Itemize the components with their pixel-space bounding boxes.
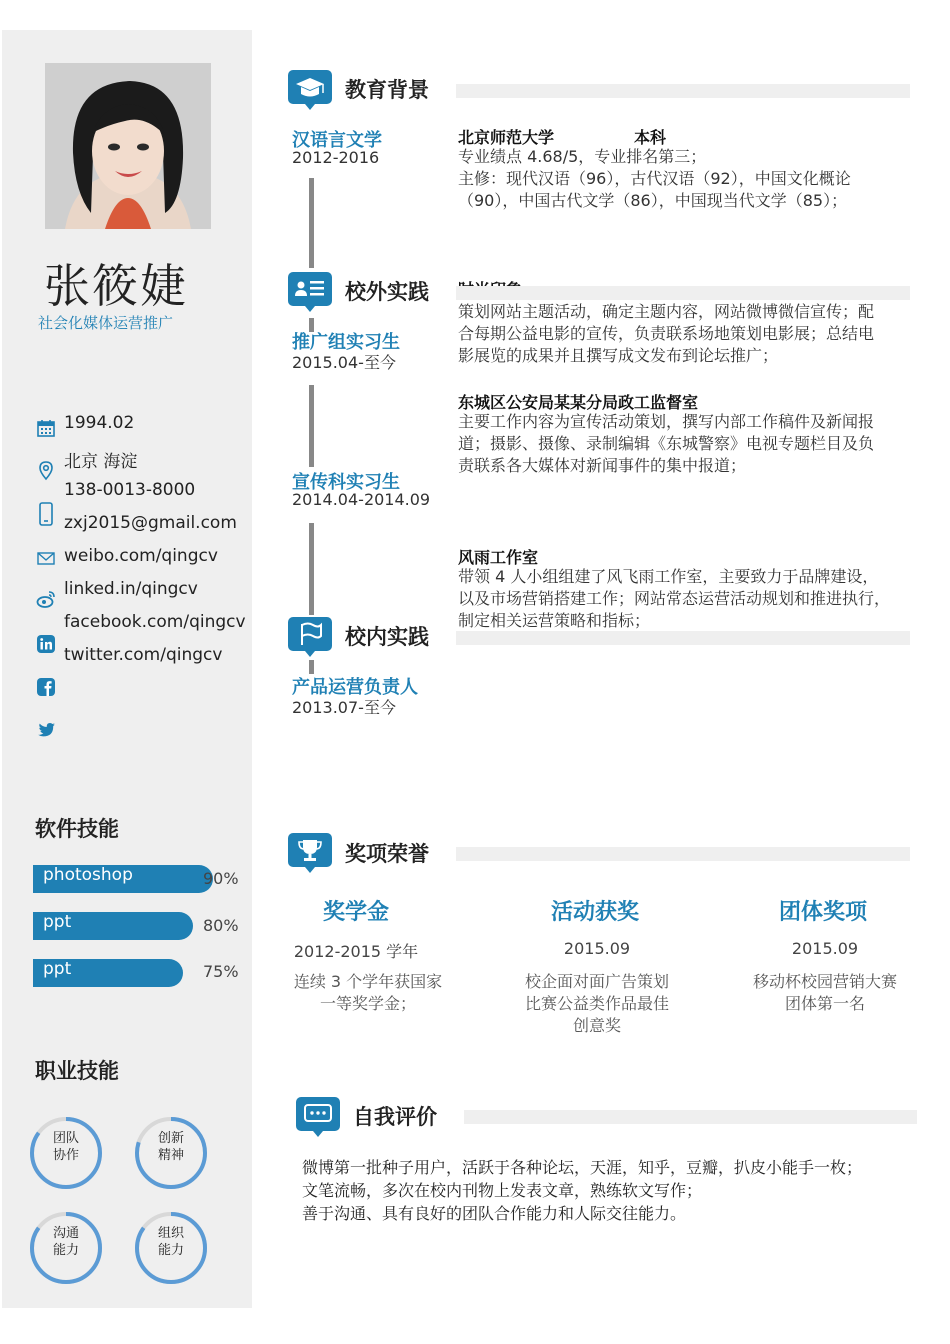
twitter-icon xyxy=(36,720,56,740)
campus-org: 风雨工作室 xyxy=(458,548,539,567)
education-desc: 专业绩点 4.68/5，专业排名第三； 主修：现代汉语（96），古代汉语（92），中国文化概论 （90），中国古代文学（86），中国现当代文学（85）； xyxy=(458,147,851,210)
section-title-campus: 校内实践 xyxy=(345,625,429,649)
section-bar xyxy=(456,84,910,98)
education-school: 北京师范大学 xyxy=(458,128,555,147)
campus-date: 2013.07-至今 xyxy=(292,698,396,717)
skill-label: photoshop xyxy=(43,865,133,885)
outside-desc-2: 主要工作内容为宣传活动策划，撰写内部工作稿件及新闻报 道；摄影、摄像、录制编辑《东城警察》电视专题栏目及负 责联系各大媒体对新闻事件的集中报道； xyxy=(458,412,875,475)
professional-skills-title: 职业技能 xyxy=(35,1059,119,1083)
education-degree: 本科 xyxy=(634,128,667,147)
outside-job-1: 推广组实习生 xyxy=(292,332,400,353)
award-title-activity: 活动获奖 xyxy=(550,900,639,925)
award-desc: 连续 3 个学年获国家 一等奖学金； xyxy=(293,972,443,1013)
award-desc: 移动杯校园营销大赛 团体第一名 xyxy=(752,972,897,1013)
location-icon xyxy=(36,460,56,480)
skill-ring-label: 创新 精神 xyxy=(157,1131,184,1163)
skill-percent: 80% xyxy=(203,916,239,935)
skill-ring-label: 团队 协作 xyxy=(52,1131,79,1163)
self-evaluation-text: 微博第一批种子用户，活跃于各种论坛，天涯，知乎，豆瓣，扒皮小能手一枚； 文笔流畅，多次在校内刊物上发表文章，熟练软文写作； 善于沟通、具有良好的团队合作能力和人际交往能力。 xyxy=(302,1158,863,1223)
section-bar xyxy=(456,847,910,861)
award-title-scholarship: 奖学金 xyxy=(322,900,389,925)
section-title-awards: 奖项荣誉 xyxy=(345,842,429,866)
contact-email[interactable]: zxj2015@gmail.com xyxy=(64,513,237,533)
contact-twitter[interactable]: twitter.com/qingcv xyxy=(64,645,223,665)
section-title-outside: 校外实践 xyxy=(345,280,429,304)
skill-percent: 75% xyxy=(203,962,239,981)
section-bar xyxy=(456,631,910,645)
trophy-icon xyxy=(288,833,332,877)
outside-desc-1: 策划网站主题活动，确定主题内容，网站微博微信宣传；配 合每期公益电影的宣传，负责联系场地策划电影展；总结电 影展览的成果并且撰写成文发布到论坛推广； xyxy=(458,302,875,365)
skill-ring-label: 组织 能力 xyxy=(157,1226,184,1258)
award-title-team: 团体奖项 xyxy=(778,900,867,925)
company-partial xyxy=(458,277,538,286)
skill-label: ppt xyxy=(43,912,72,932)
campus-desc: 带领 4 人小组组建了风飞雨工作室，主要致力于品牌建设， 以及市场营销搭建工作；网站常态运营活动规划和推进执行， 制定相关运营策略和指标； xyxy=(458,567,891,630)
contact-phone: 138-0013-8000 xyxy=(64,480,196,500)
campus-job: 产品运营负责人 xyxy=(292,677,418,698)
contact-linkedin[interactable]: linked.in/qingcv xyxy=(64,579,198,599)
award-date: 2015.09 xyxy=(791,939,859,958)
profile-name: 张筱婕 xyxy=(44,259,188,313)
section-bar xyxy=(464,1110,917,1124)
linkedin-icon xyxy=(36,634,56,654)
facebook-icon xyxy=(36,677,56,697)
outside-date-1: 2015.04-至今 xyxy=(292,353,396,372)
graduation-cap-icon xyxy=(288,70,332,114)
phone-icon xyxy=(36,502,56,526)
timeline-line xyxy=(309,385,314,467)
award-date: 2015.09 xyxy=(563,939,631,958)
contact-facebook[interactable]: facebook.com/qingcv xyxy=(64,612,246,632)
timeline-line xyxy=(309,660,314,674)
outside-org-2: 东城区公安局某某分局政工监督室 xyxy=(458,393,699,412)
flag-icon xyxy=(288,617,332,661)
chat-bubble-icon xyxy=(296,1097,340,1141)
section-title-education: 教育背景 xyxy=(345,78,429,102)
contact-location: 北京 海淀 xyxy=(64,452,138,472)
timeline-line xyxy=(309,178,314,268)
profile-role: 社会化媒体运营推广 xyxy=(38,314,174,332)
software-skills-title: 软件技能 xyxy=(35,817,119,841)
skill-label: ppt xyxy=(43,959,72,979)
award-desc: 校企面对面广告策划 比赛公益类作品最佳 创意奖 xyxy=(524,972,669,1035)
education-years: 2012-2016 xyxy=(292,148,380,167)
skill-ring-label: 沟通 能力 xyxy=(52,1226,79,1258)
outside-date-2: 2014.04-2014.09 xyxy=(292,490,431,509)
education-major: 汉语言文学 xyxy=(292,130,382,151)
award-date: 2012-2015 学年 xyxy=(293,942,419,961)
timeline-line xyxy=(309,523,314,615)
avatar xyxy=(45,63,211,229)
section-bar xyxy=(456,286,910,300)
contact-weibo[interactable]: weibo.com/qingcv xyxy=(64,546,218,566)
weibo-icon xyxy=(36,589,56,609)
id-card-icon xyxy=(288,272,332,316)
mail-icon xyxy=(36,548,56,568)
calendar-icon xyxy=(36,418,56,438)
contact-birth: 1994.02 xyxy=(64,413,135,433)
outside-job-2: 宣传科实习生 xyxy=(292,472,400,493)
section-title-self: 自我评价 xyxy=(353,1105,437,1129)
skill-percent: 90% xyxy=(203,869,239,888)
